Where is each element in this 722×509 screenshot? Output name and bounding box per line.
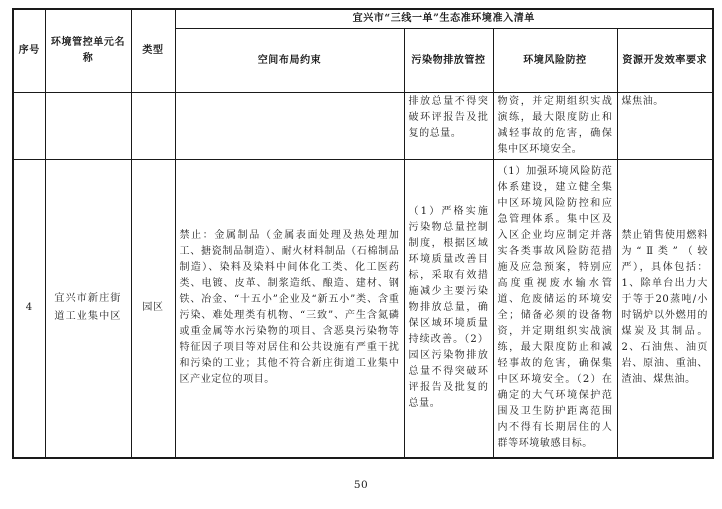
cell-type: 园区 [131,160,175,458]
cell-spatial-empty [175,93,404,160]
cell-unit-name-empty [45,93,131,160]
table-title: 宜兴市“三线一单”生态准环境准入清单 [175,9,713,29]
cell-pollutant-control: （1）严格实施污染物总量控制制度，根据区域环境质量改善目标，采取有效措施减少主要污染物排放总量，确保区域环境质量持续改善。（2）园区污染物排放总量不得突破环评报告及批复的总量。 [404,160,493,458]
unit-name-text: 宜兴市新庄街道工业集中区 [54,293,122,323]
header-type: 类型 [131,9,175,93]
cell-resource-efficiency: 禁止销售使用燃料为“Ⅱ类”（较严），具体包括：1、除单台出力大于等于20蒸吨/小时锅炉以外燃用的煤炭及其制品。2、石油焦、油页岩、原油、重油、渣油、煤焦油。 [617,160,713,458]
cell-unit-name [45,160,131,458]
header-resource-efficiency [617,29,713,93]
cell-spatial-constraints: 禁止：金属制品（金属表面处理及热处理加工、搪瓷制品制造）、耐火材料制品（石棉制品制造）、染料及染料中间体化工类、化工医药类、电镀、皮革、制浆造纸、酿造、建材、钢铁、冶金、“十五小”企业及“新五小”类、含重污染、难处理类有机物、“三致”、产生含氮磷或重金属等水污染物的项目、含恶臭污染物等特征因子项目等对居住和公共设施有严重干扰和污染的工业；其他不符合新庄街道工业集中区产业定位的项目。 [175,160,404,458]
table-row-4 [13,160,713,458]
header-unit-name-label: 环境管控单元名称 [50,37,126,64]
table-row-continuation [13,93,713,160]
cell-serial: 4 [13,160,45,458]
header-serial: 序号 [13,9,45,93]
cell-risk-prevention: （1）加强环境风险防范体系建设，建立健全集中区环境风险防控和应急管理体系。集中区及入区企业均应制定并落实各类事故风险防范措施及应急预案，特别应高度重视废水输水管道、危废储运的环境安全；储备必须的设备物资，并定期组织实战演练，最大限度防止和减轻事故的危害，确保集中区环境安全。（2）在确定的大气环境保护范围及卫生防护距离范围内不得有长期居住的人群等环境敏感目标。 [493,160,617,458]
cell-pollutant-continuation: 排放总量不得突破环评报告及批复的总量。 [404,93,493,160]
cell-type-empty [131,93,175,160]
cell-resource-continuation: 煤焦油。 [617,93,713,160]
header-resource-efficiency-label: 资源开发效率要求 [622,54,708,66]
header-risk-prevention: 环境风险防控 [493,29,617,93]
eco-access-list-table [12,8,714,459]
header-pollutant-control: 污染物排放管控 [404,29,493,93]
header-spatial-constraints: 空间布局约束 [175,29,404,93]
cell-risk-continuation: 物资，并定期组织实战演练，最大限度防止和减轻事故的危害，确保集中区环境安全。 [493,93,617,160]
header-unit-name [45,9,131,93]
cell-serial-empty [13,93,45,160]
page-number: 50 [353,479,369,491]
